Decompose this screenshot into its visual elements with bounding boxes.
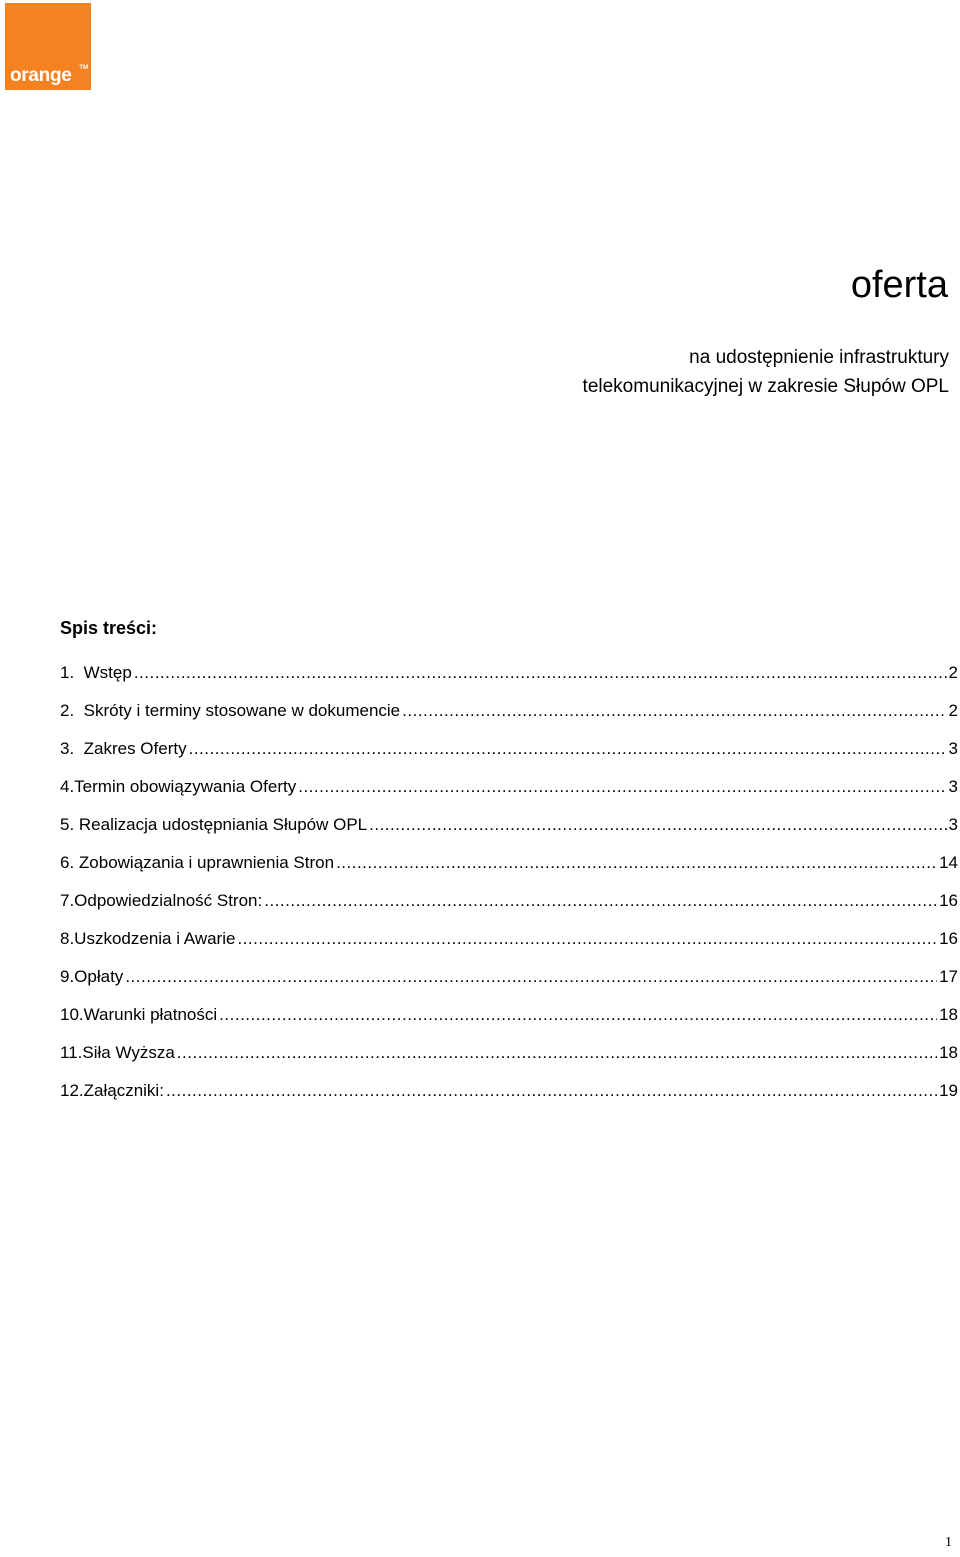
toc-dot-leader xyxy=(219,1002,937,1028)
toc-item-page: 17 xyxy=(939,967,958,986)
toc-dot-leader xyxy=(189,736,947,762)
toc-dot-leader xyxy=(298,774,946,800)
toc-heading: Spis treści: xyxy=(60,618,158,638)
toc-item-page: 18 xyxy=(939,1043,958,1062)
toc-item-zalaczniki[interactable] xyxy=(60,1078,958,1116)
toc-item-page: 3 xyxy=(948,777,958,796)
toc-item-page: 3 xyxy=(948,815,958,834)
toc-item-page: 18 xyxy=(939,1005,958,1024)
logo-wordmark: orange xyxy=(10,65,72,86)
toc-item-warunki-platnosci[interactable] xyxy=(60,1002,958,1040)
toc-item-label: 12.Załączniki: xyxy=(60,1081,164,1100)
toc-item-page: 19 xyxy=(939,1081,958,1100)
toc-item-oplaty[interactable] xyxy=(60,964,958,1002)
toc-item-label: 1. Wstęp xyxy=(60,663,132,682)
toc-dot-leader xyxy=(166,1078,937,1104)
toc-item-page: 3 xyxy=(948,739,958,758)
toc-item-label: 5. Realizacja udostępniania Słupów OPL xyxy=(60,815,368,834)
toc-item-skroty[interactable] xyxy=(60,698,958,736)
toc-item-odpowiedzialnosc[interactable] xyxy=(60,888,958,926)
toc-item-label: 3. Zakres Oferty xyxy=(60,739,187,758)
toc-item-label: 11.Siła Wyższa xyxy=(60,1043,175,1062)
toc-item-sila-wyzsza[interactable] xyxy=(60,1040,958,1078)
table-of-contents xyxy=(60,660,958,1116)
toc-item-termin[interactable] xyxy=(60,774,958,812)
toc-item-label: 2. Skróty i terminy stosowane w dokumencie xyxy=(60,701,401,720)
toc-item-page: 16 xyxy=(939,929,958,948)
document-title: oferta xyxy=(850,264,948,306)
toc-item-page: 16 xyxy=(939,891,958,910)
toc-item-label: 6. Zobowiązania i uprawnienia Stron xyxy=(60,853,335,872)
toc-item-label: 4.Termin obowiązywania Oferty xyxy=(60,777,297,796)
toc-dot-leader xyxy=(336,850,937,876)
toc-item-realizacja[interactable] xyxy=(60,812,958,850)
subtitle-line-1: na udostępnienie infrastruktury xyxy=(689,347,949,368)
logo-trademark: TM xyxy=(79,65,88,71)
subtitle-line-2: telekomunikacyjnej w zakresie Słupów OPL xyxy=(582,376,949,397)
toc-dot-leader xyxy=(369,812,946,838)
toc-item-page: 2 xyxy=(948,701,958,720)
document-subtitle xyxy=(583,343,949,401)
toc-dot-leader xyxy=(134,660,947,686)
toc-item-label: 9.Opłaty xyxy=(60,967,124,986)
toc-item-page: 2 xyxy=(948,663,958,682)
toc-item-wstep[interactable] xyxy=(60,660,958,698)
orange-logo xyxy=(5,3,91,90)
toc-item-label: 8.Uszkodzenia i Awarie xyxy=(60,929,236,948)
toc-dot-leader xyxy=(125,964,937,990)
toc-dot-leader xyxy=(177,1040,937,1066)
toc-dot-leader xyxy=(237,926,937,952)
toc-item-label: 7.Odpowiedzialność Stron: xyxy=(60,891,263,910)
toc-item-label: 10.Warunki płatności xyxy=(60,1005,218,1024)
toc-item-zobowiazania[interactable] xyxy=(60,850,958,888)
toc-item-page: 14 xyxy=(939,853,958,872)
toc-dot-leader xyxy=(402,698,946,724)
toc-item-zakres[interactable] xyxy=(60,736,958,774)
toc-dot-leader xyxy=(264,888,937,914)
toc-item-uszkodzenia[interactable] xyxy=(60,926,958,964)
page-number: 1 xyxy=(945,1535,952,1550)
